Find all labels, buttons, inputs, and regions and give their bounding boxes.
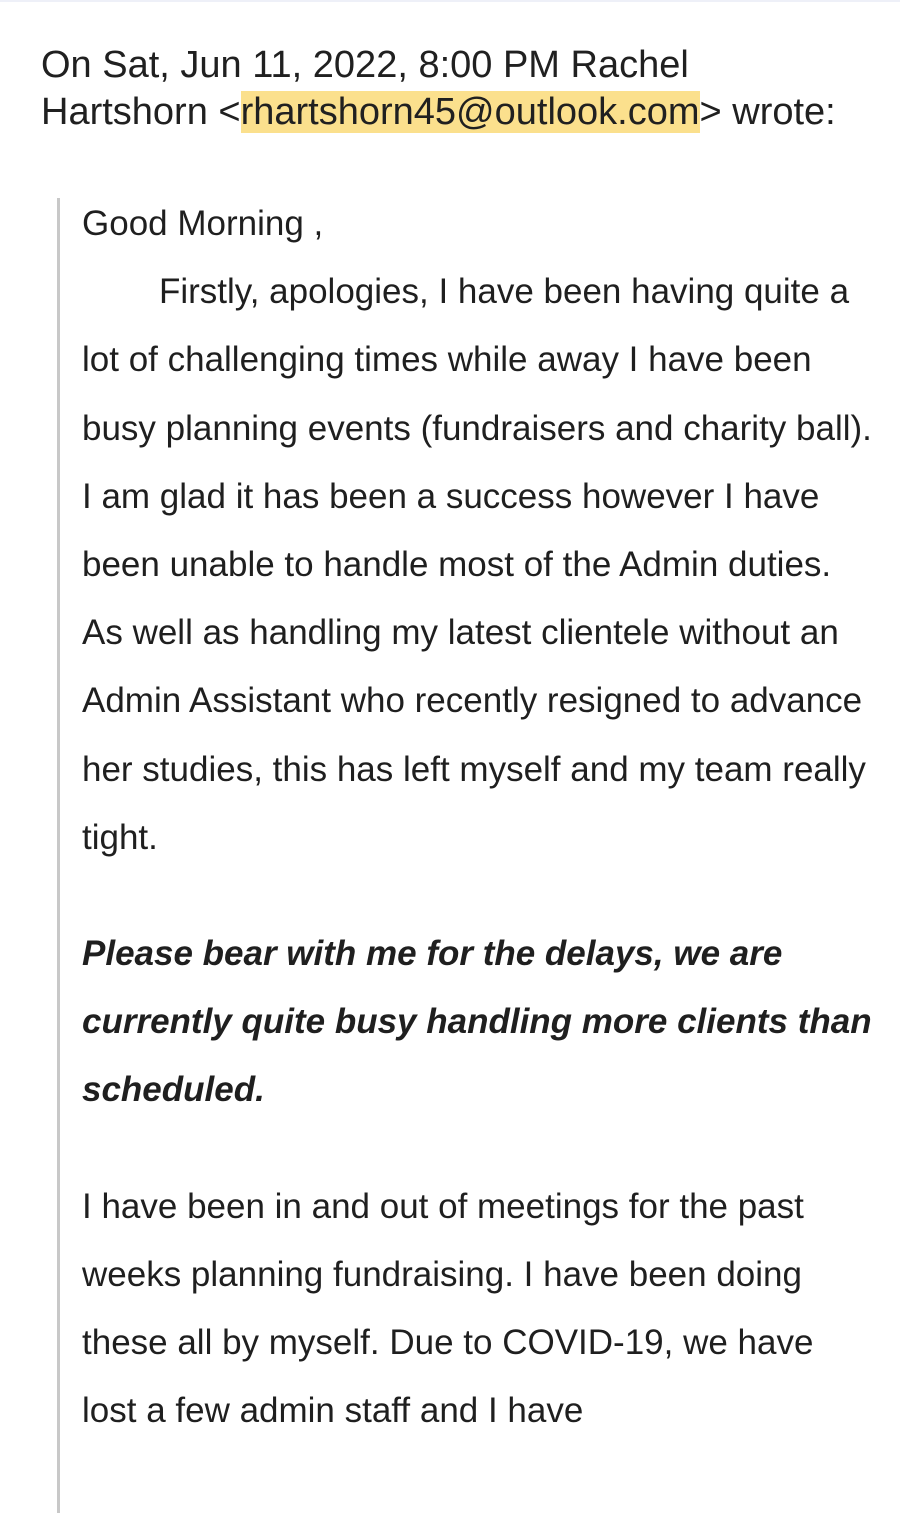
paragraph-1-text: Firstly, apologies, I have been having quite a lot of challenging times while away I have been busy planning events (fundraisers and charity ball). I am glad it has been a success however I have been unable to handle most of the Admin duties. As well as handling my latest clientele without an Admin Assistant who recently resigned to advance her studies, this has left myself and my team really tight. xyxy=(82,272,872,857)
reply-header-prefix: On Sat, Jun 11, 2022, 8:00 PM Rachel Hartshorn < xyxy=(41,44,689,133)
greeting: Good Morning , xyxy=(82,204,324,243)
reply-header xyxy=(41,42,861,136)
sender-email-link[interactable]: rhartshorn45@outlook.com xyxy=(240,91,700,133)
paragraph-spacer xyxy=(82,1125,872,1173)
reply-header-suffix: > wrote: xyxy=(699,91,836,133)
paragraph-2-emphasis: Please bear with me for the delays, we are currently quite busy handling more clients than scheduled. xyxy=(82,934,872,1110)
paragraph-1 xyxy=(82,258,872,872)
paragraph-spacer xyxy=(82,872,872,920)
top-divider xyxy=(0,0,900,2)
quoted-message xyxy=(82,190,872,1445)
paragraph-3: I have been in and out of meetings for the past weeks planning fundraising. I have been doing these all by myself. Due to COVID-19, we have lost a few admin staff and I have xyxy=(82,1186,814,1431)
quote-bar xyxy=(57,198,60,1513)
